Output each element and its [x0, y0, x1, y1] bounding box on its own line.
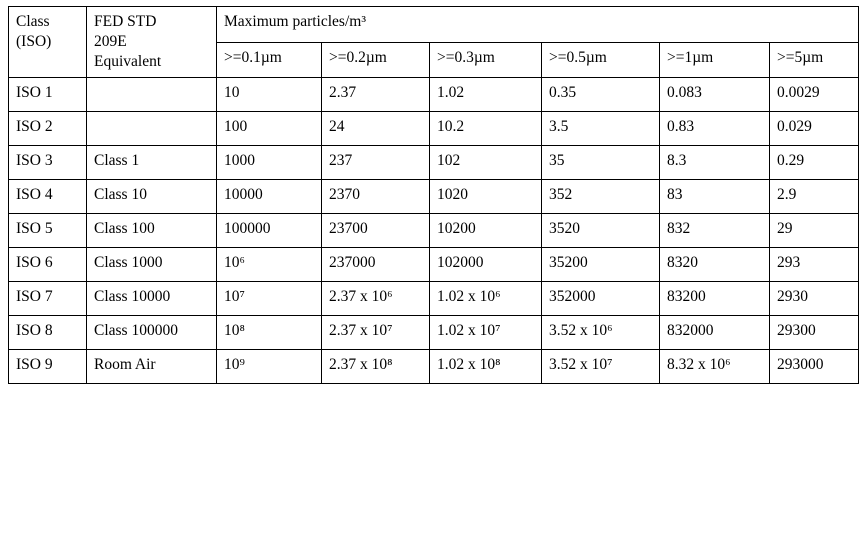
- cell-particles-0-3um: 1.02 x 10⁶: [430, 282, 542, 316]
- header-class-line1: Class: [16, 13, 50, 30]
- header-max-particles: Maximum particles/m³: [217, 7, 859, 43]
- cell-particles-0-5um: 3520: [542, 214, 660, 248]
- cell-particles-0-5um: 3.52 x 10⁷: [542, 350, 660, 384]
- cell-particles-0-5um: 35: [542, 146, 660, 180]
- cell-particles-5um: 293: [770, 248, 859, 282]
- table-row: [9, 180, 859, 214]
- cell-particles-0-1um: 10⁹: [217, 350, 322, 384]
- cell-particles-0-2um: 2370: [322, 180, 430, 214]
- cell-particles-0-3um: 1.02 x 10⁷: [430, 316, 542, 350]
- cell-particles-5um: 0.029: [770, 112, 859, 146]
- cell-particles-5um: 0.0029: [770, 78, 859, 112]
- cell-particles-0-1um: 1000: [217, 146, 322, 180]
- cell-fed-equivalent: Class 1: [87, 146, 217, 180]
- cell-iso-class: ISO 6: [9, 248, 87, 282]
- cell-particles-0-2um: 2.37 x 10⁶: [322, 282, 430, 316]
- cell-particles-0-5um: 0.35: [542, 78, 660, 112]
- cell-fed-equivalent: Class 1000: [87, 248, 217, 282]
- cell-fed-equivalent: Class 10000: [87, 282, 217, 316]
- cell-fed-equivalent: Room Air: [87, 350, 217, 384]
- cell-particles-5um: 29: [770, 214, 859, 248]
- header-class: [9, 7, 87, 78]
- cell-iso-class: ISO 5: [9, 214, 87, 248]
- cell-particles-0-3um: 102000: [430, 248, 542, 282]
- table-header: [9, 7, 859, 78]
- cell-particles-0-3um: 10200: [430, 214, 542, 248]
- table-row: [9, 112, 859, 146]
- cell-particles-1um: 8.32 x 10⁶: [660, 350, 770, 384]
- table-row: [9, 316, 859, 350]
- cell-iso-class: ISO 4: [9, 180, 87, 214]
- cell-particles-5um: 0.29: [770, 146, 859, 180]
- cell-particles-1um: 8320: [660, 248, 770, 282]
- cell-particles-0-1um: 10⁷: [217, 282, 322, 316]
- cell-particles-1um: 83200: [660, 282, 770, 316]
- header-size-5um: >=5µm: [770, 42, 859, 78]
- table-row: [9, 78, 859, 112]
- cell-particles-0-1um: 10⁸: [217, 316, 322, 350]
- table-row: [9, 214, 859, 248]
- header-fed-line2: 209E: [94, 32, 127, 50]
- header-fed-line1: FED STD: [94, 13, 157, 30]
- cell-particles-5um: 293000: [770, 350, 859, 384]
- cell-iso-class: ISO 7: [9, 282, 87, 316]
- header-size-1um: >=1µm: [660, 42, 770, 78]
- cell-particles-1um: 83: [660, 180, 770, 214]
- cell-particles-0-5um: 3.52 x 10⁶: [542, 316, 660, 350]
- cell-particles-0-1um: 10: [217, 78, 322, 112]
- cell-particles-5um: 2.9: [770, 180, 859, 214]
- cell-particles-1um: 0.83: [660, 112, 770, 146]
- cell-fed-equivalent: Class 100: [87, 214, 217, 248]
- cell-fed-equivalent: Class 100000: [87, 316, 217, 350]
- cell-particles-0-2um: 2.37: [322, 78, 430, 112]
- header-size-0-2um: >=0.2µm: [322, 42, 430, 78]
- cell-fed-equivalent: [87, 112, 217, 146]
- cell-particles-0-2um: 237: [322, 146, 430, 180]
- cell-particles-1um: 0.083: [660, 78, 770, 112]
- cell-particles-0-2um: 237000: [322, 248, 430, 282]
- cell-particles-1um: 832: [660, 214, 770, 248]
- cell-fed-equivalent: Class 10: [87, 180, 217, 214]
- cell-iso-class: ISO 8: [9, 316, 87, 350]
- cell-particles-0-5um: 352: [542, 180, 660, 214]
- header-fed-line3: Equivalent: [94, 52, 162, 70]
- cell-particles-0-2um: 2.37 x 10⁸: [322, 350, 430, 384]
- cell-fed-equivalent: [87, 78, 217, 112]
- cell-particles-5um: 2930: [770, 282, 859, 316]
- header-class-line2: (ISO): [16, 32, 52, 50]
- cell-iso-class: ISO 2: [9, 112, 87, 146]
- cell-particles-0-2um: 24: [322, 112, 430, 146]
- table-body: [9, 78, 859, 384]
- cell-particles-0-1um: 100000: [217, 214, 322, 248]
- header-size-0-3um: >=0.3µm: [430, 42, 542, 78]
- cell-iso-class: ISO 9: [9, 350, 87, 384]
- header-fed-std: [87, 7, 217, 78]
- cell-particles-0-5um: 35200: [542, 248, 660, 282]
- cell-particles-1um: 8.3: [660, 146, 770, 180]
- cell-particles-5um: 29300: [770, 316, 859, 350]
- cell-particles-0-3um: 102: [430, 146, 542, 180]
- header-row-top: [9, 7, 859, 43]
- cell-particles-0-5um: 3.5: [542, 112, 660, 146]
- cell-particles-0-1um: 100: [217, 112, 322, 146]
- cell-particles-0-3um: 1.02 x 10⁸: [430, 350, 542, 384]
- cleanroom-classification-table: [8, 6, 859, 384]
- cell-particles-0-1um: 10000: [217, 180, 322, 214]
- header-size-0-1um: >=0.1µm: [217, 42, 322, 78]
- table-row: [9, 146, 859, 180]
- table-row: [9, 282, 859, 316]
- cell-iso-class: ISO 3: [9, 146, 87, 180]
- cell-particles-0-3um: 10.2: [430, 112, 542, 146]
- header-size-0-5um: >=0.5µm: [542, 42, 660, 78]
- cell-particles-0-1um: 10⁶: [217, 248, 322, 282]
- table-row: [9, 350, 859, 384]
- cell-iso-class: ISO 1: [9, 78, 87, 112]
- cell-particles-0-5um: 352000: [542, 282, 660, 316]
- cell-particles-0-2um: 2.37 x 10⁷: [322, 316, 430, 350]
- cell-particles-0-3um: 1020: [430, 180, 542, 214]
- table-row: [9, 248, 859, 282]
- cell-particles-1um: 832000: [660, 316, 770, 350]
- cell-particles-0-3um: 1.02: [430, 78, 542, 112]
- cell-particles-0-2um: 23700: [322, 214, 430, 248]
